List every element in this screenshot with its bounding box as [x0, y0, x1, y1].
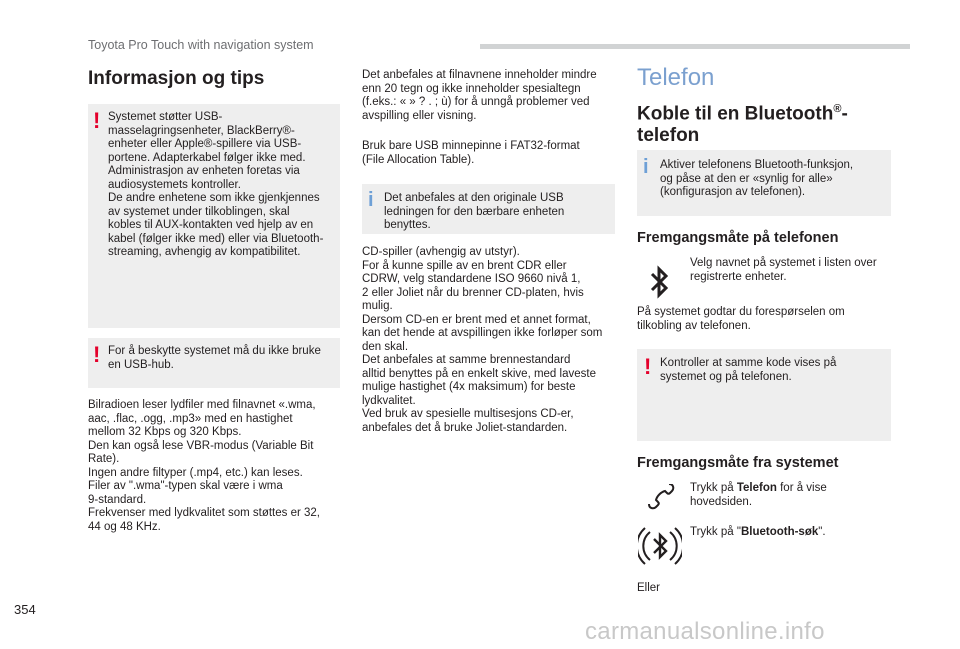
heading-koble-til-bluetooth: Koble til en Bluetooth®- telefon — [637, 103, 848, 147]
warning-box-usb — [88, 104, 340, 328]
warning-box-check-code — [637, 349, 891, 441]
paragraph-cd-player: CD-spiller (avhengig av utstyr). For å kunne spille av en brent CDR eller CDRW, velg standardene ISO 9660 nivå 1, 2 eller Joliet når du brenner CD-platen, hvis mulig. Dersom CD-en er brent med et annet format, kan det hende at avspillingen ikke forløper som den skal. Det anbefales at samme brennestandard alltid benyttes på en enkelt skive, med laveste mulige hastighet (4x maksimum) for beste lydkvalitet. Ved bruk av spesielle multisesjons CD-er, anbefales det å bruke Joliet-standarden. — [362, 246, 603, 434]
warning-text: For å beskytte systemet må du ikke bruke en USB-hub. — [108, 345, 321, 371]
step-select-system-name: Velg navnet på systemet i listen over registrerte enheter. — [690, 257, 877, 283]
paragraph-accept-request: På systemet godtar du forespørselen om tilkobling av telefonen. — [637, 306, 845, 332]
info-box-activate-bluetooth — [637, 150, 891, 216]
warning-text: Kontroller at samme kode vises på systemet og på telefonen. — [660, 357, 837, 383]
phone-handset-icon — [645, 484, 675, 512]
heading-informasjon-og-tips: Informasjon og tips — [88, 68, 265, 89]
bluetooth-search-icon — [638, 524, 682, 568]
info-box-usb-cable — [362, 184, 615, 234]
warning-exclamation-icon: ! — [644, 354, 652, 379]
bluetooth-icon — [644, 264, 674, 300]
subheading-fremgangsmate-telefon: Fremgangsmåte på telefonen — [637, 230, 839, 246]
section-title-telefon: Telefon — [637, 64, 715, 91]
paragraph-audio-files: Bilradioen leser lydfiler med filnavnet «.wma, aac, .flac, .ogg, .mp3» med en hastighet mellom 32 Kbps og 320 Kbps. Den kan også lese VBR-modus (Variable Bit Rate). Ingen andre filtyper (.mp4, etc.) kan leses. Filer av ".wma"-typen skal være i wma 9-standard. Frekvenser med lydkvalitet som støttes er 32, 44 og 48 KHz. — [88, 399, 320, 533]
paragraph-filenames: Det anbefales at filnavnene inneholder mindre enn 20 tegn og ikke inneholder spesialtegn (f.eks.: « » ? . ; ù) for å unngå problemer ved avspilling eller visning. — [362, 69, 597, 122]
subheading-fremgangsmate-system: Fremgangsmåte fra systemet — [637, 455, 839, 471]
page-number: 354 — [14, 602, 36, 617]
warning-exclamation-icon: ! — [93, 108, 101, 133]
step-press-bluetooth-sok: Trykk på "Bluetooth-søk". — [690, 526, 826, 538]
info-text: Aktiver telefonens Bluetooth-funksjon, og påse at den er «synlig for alle» (konfigurasjon av telefonen). — [660, 159, 854, 198]
paragraph-fat32: Bruk bare USB minnepinne i FAT32-format (File Allocation Table). — [362, 140, 580, 166]
info-i-icon: i — [368, 189, 374, 211]
header-rule — [480, 44, 910, 49]
step-press-telefon: Trykk på Telefon for å vise hovedsiden. — [690, 482, 827, 508]
warning-exclamation-icon: ! — [93, 342, 101, 367]
watermark: carmanualsonline.info — [585, 618, 825, 645]
running-header: Toyota Pro Touch with navigation system — [88, 38, 314, 52]
text-eller: Eller — [637, 582, 661, 594]
info-i-icon: i — [643, 156, 649, 178]
warning-box-usb-hub — [88, 338, 340, 388]
warning-text: Systemet støtter USB- masselagringsenheter, BlackBerry®- enheter eller Apple®-spillere via USB- portene. Adapterkabel følger ikke med. Administrasjon av enheten foretas via audiosystemets kontroller. De andre enhetene som ikke gjenkjennes av systemet under tilkoblingen, skal kobles til AUX-kontakten ved hjelp av en kabel (følger ikke med) eller via Bluetooth- streaming, avhengig av kompatibilitet. — [108, 111, 324, 258]
info-text: Det anbefales at den originale USB ledningen for den bærbare enheten benyttes. — [384, 192, 565, 231]
